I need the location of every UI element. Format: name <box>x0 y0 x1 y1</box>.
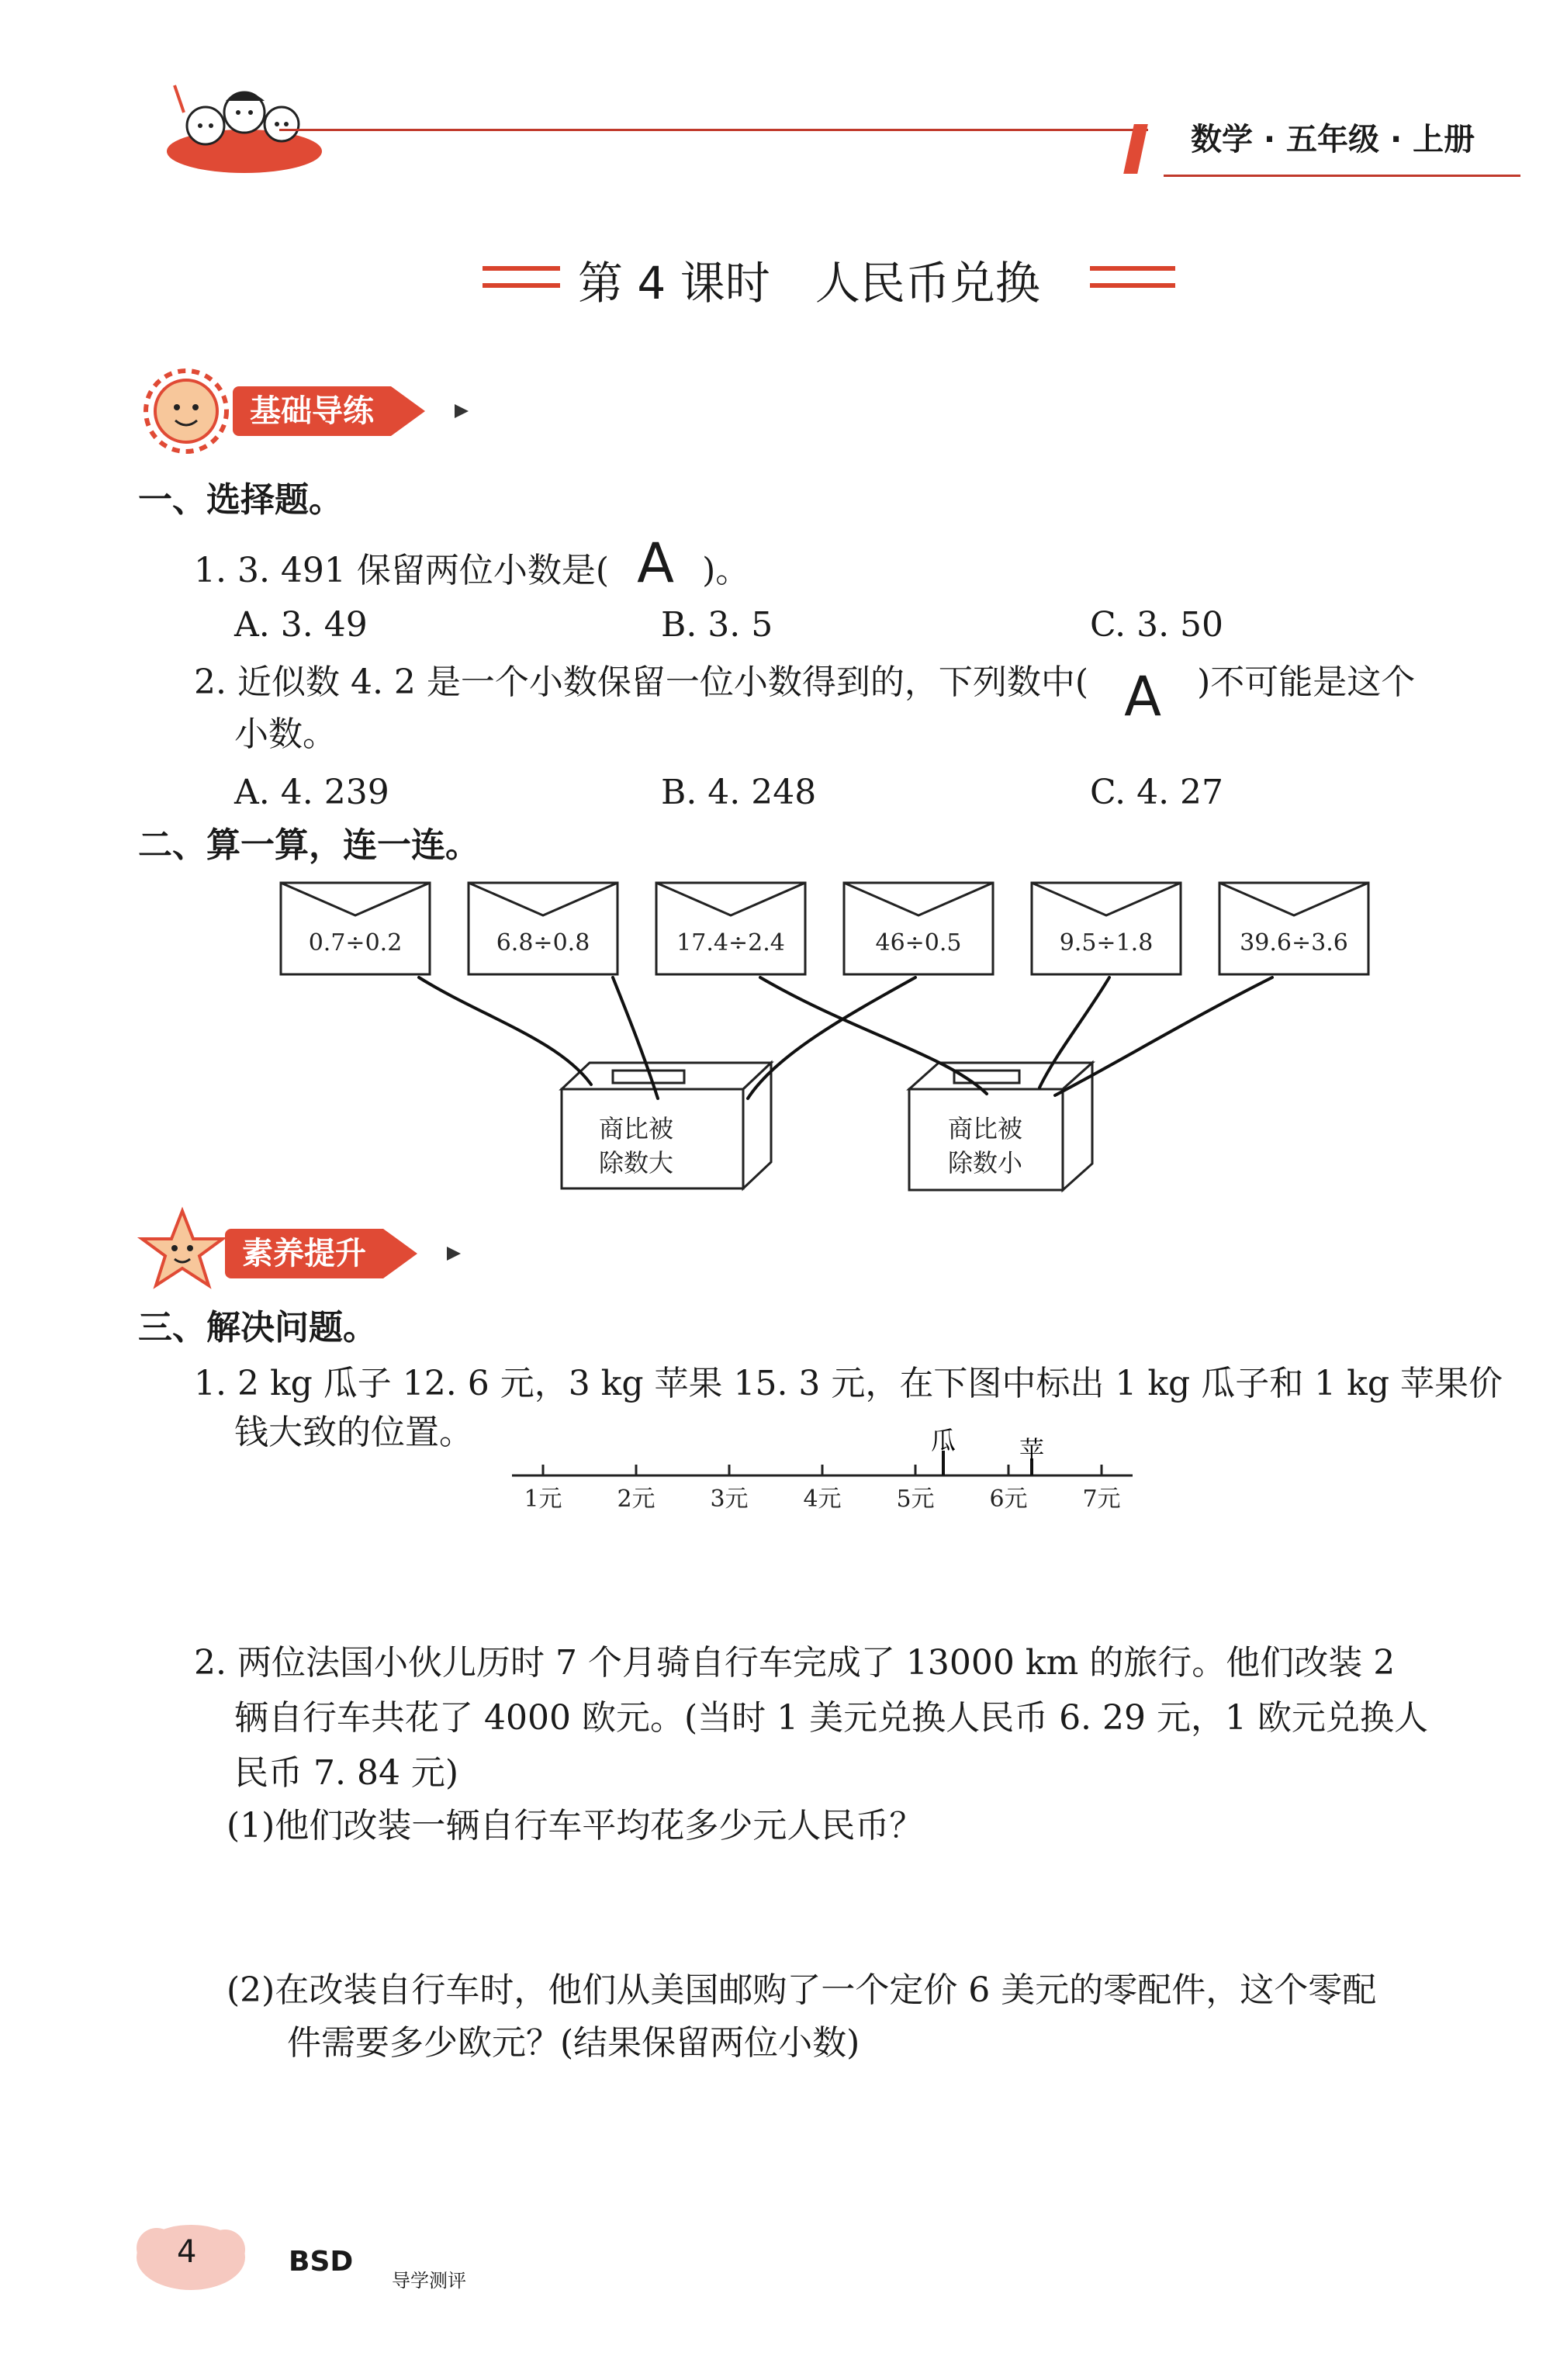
q2-stem-line2: 小数。 <box>234 714 337 754</box>
mailbox-greater-line1: 商比被 <box>598 1114 674 1143</box>
part3-heading: 三、解决问题。 <box>138 1308 377 1347</box>
title-deco-left <box>483 266 560 271</box>
q1-option-b: B. 3. 5 <box>661 605 773 645</box>
envelope-label-1: 0.7÷0.2 <box>308 929 403 956</box>
pencil-tip <box>455 404 469 418</box>
q1-answer-blank[interactable]: A <box>637 531 675 595</box>
sun-icon <box>140 365 233 458</box>
q2-stem-before: 2. 近似数 4. 2 是一个小数保留一位小数得到的，下列数中( <box>194 662 1089 702</box>
q2-option-c: C. 4. 27 <box>1090 773 1224 812</box>
title-deco-left2 <box>483 283 560 288</box>
p3-q2-line1: 2. 两位法国小伙儿历时 7 个月骑自行车完成了 13000 km 的旅行。他们改装 2 <box>194 1643 1396 1683</box>
envelope-3[interactable] <box>656 883 805 974</box>
p3-q2-sub1: (1)他们改装一辆自行车平均花多少元人民币？ <box>227 1806 924 1846</box>
q1-option-a: A. 3. 49 <box>234 605 368 645</box>
q2-stem-after: )不可能是这个 <box>1197 662 1416 702</box>
p3-q1-line1: 1. 2 kg 瓜子 12. 6 元，3 kg 苹果 15. 3 元，在下图中标出 1 kg 瓜子和 1 kg 苹果价 <box>194 1364 1503 1403</box>
envelope-diagram <box>0 869 1567 1218</box>
footer-series: 导学测评 <box>392 2270 466 2292</box>
nl-label-4: 4元 <box>803 1486 842 1513</box>
envelope-label-5: 9.5÷1.8 <box>1059 929 1154 956</box>
envelope-4[interactable] <box>844 883 993 974</box>
envelope-5[interactable] <box>1032 883 1181 974</box>
envelopes <box>281 883 1368 974</box>
q1-stem <box>194 531 750 596</box>
lesson-title: 第 4 课时 人民币兑换 <box>578 257 1040 310</box>
connection-6 <box>1055 977 1272 1095</box>
q2-option-a: A. 4. 239 <box>234 773 389 812</box>
page-number: 4 <box>177 2234 197 2270</box>
title-deco-right <box>1090 266 1175 271</box>
envelope-label-3: 17.4÷2.4 <box>676 929 785 956</box>
part2-heading: 二、算一算，连一连。 <box>138 825 479 865</box>
q2-answer-blank[interactable]: A <box>1124 665 1162 728</box>
nl-label-6: 6元 <box>989 1486 1028 1513</box>
q1-option-c: C. 3. 50 <box>1090 605 1224 645</box>
nl-label-7: 7元 <box>1082 1486 1121 1513</box>
envelope-label-2: 6.8÷0.8 <box>496 929 590 956</box>
q1-stem-after: )。 <box>702 551 750 590</box>
nl-label-1: 1元 <box>524 1486 562 1513</box>
mailbox-smaller[interactable] <box>909 1063 1092 1190</box>
header-mark <box>1123 124 1148 174</box>
number-line-ticks <box>543 1465 1102 1475</box>
p3-q2-line2: 辆自行车共花了 4000 欧元。(当时 1 美元兑换人民币 6. 29 元，1 欧元兑换人 <box>234 1698 1428 1738</box>
header-illustration <box>151 70 330 178</box>
p3-q2-line3: 民币 7. 84 元) <box>234 1753 459 1793</box>
kids-logo-icon <box>151 70 330 178</box>
footer-brand: BSD <box>289 2246 354 2278</box>
basic-practice-tag: 基础导练 <box>233 386 391 436</box>
mailbox-greater-line2: 除数大 <box>598 1148 674 1178</box>
p3-q2-sub2-line1: (2)在改装自行车时，他们从美国邮购了一个定价 6 美元的零配件，这个零配 <box>227 1970 1377 2010</box>
q1-stem-before: 1. 3. 491 保留两位小数是( <box>194 551 610 590</box>
mailbox-greater[interactable] <box>562 1063 771 1188</box>
nl-label-2: 2元 <box>617 1486 656 1513</box>
handwritten-marks <box>931 1427 1044 1475</box>
header-rule <box>279 129 1148 131</box>
mark-melon-seed: 瓜 <box>930 1427 956 1455</box>
nl-label-3: 3元 <box>710 1486 749 1513</box>
nl-label-5: 5元 <box>896 1486 935 1513</box>
q2-stem <box>194 658 1416 728</box>
mark-apple: 苹 <box>1019 1435 1045 1465</box>
title-deco-right2 <box>1090 283 1175 288</box>
envelope-label-4: 46÷0.5 <box>875 929 962 956</box>
p3-q2-sub2-line2: 件需要多少欧元？(结果保留两位小数) <box>287 2023 860 2063</box>
envelope-2[interactable] <box>469 883 617 974</box>
mailbox-smaller-line2: 除数小 <box>947 1148 1023 1178</box>
q2-option-b: B. 4. 248 <box>661 773 817 812</box>
envelope-label-6: 39.6÷3.6 <box>1240 929 1348 956</box>
connection-4 <box>748 977 915 1098</box>
envelope-1[interactable] <box>281 883 430 974</box>
p3-q1-line2: 钱大致的位置。 <box>234 1413 473 1452</box>
header-rule-short <box>1164 175 1520 177</box>
advanced-tag: 素养提升 <box>225 1229 383 1278</box>
mailbox-smaller-line1: 商比被 <box>947 1114 1023 1143</box>
part1-heading: 一、选择题。 <box>138 480 343 520</box>
pencil-tip-2 <box>447 1247 461 1261</box>
star-icon <box>136 1206 229 1292</box>
connection-1 <box>419 977 591 1084</box>
hand-drawn-connections <box>419 977 1272 1098</box>
envelope-6[interactable] <box>1219 883 1368 974</box>
price-number-line <box>496 1427 1156 1520</box>
subject-label: 数学 · 五年级 · 上册 <box>1191 122 1475 157</box>
